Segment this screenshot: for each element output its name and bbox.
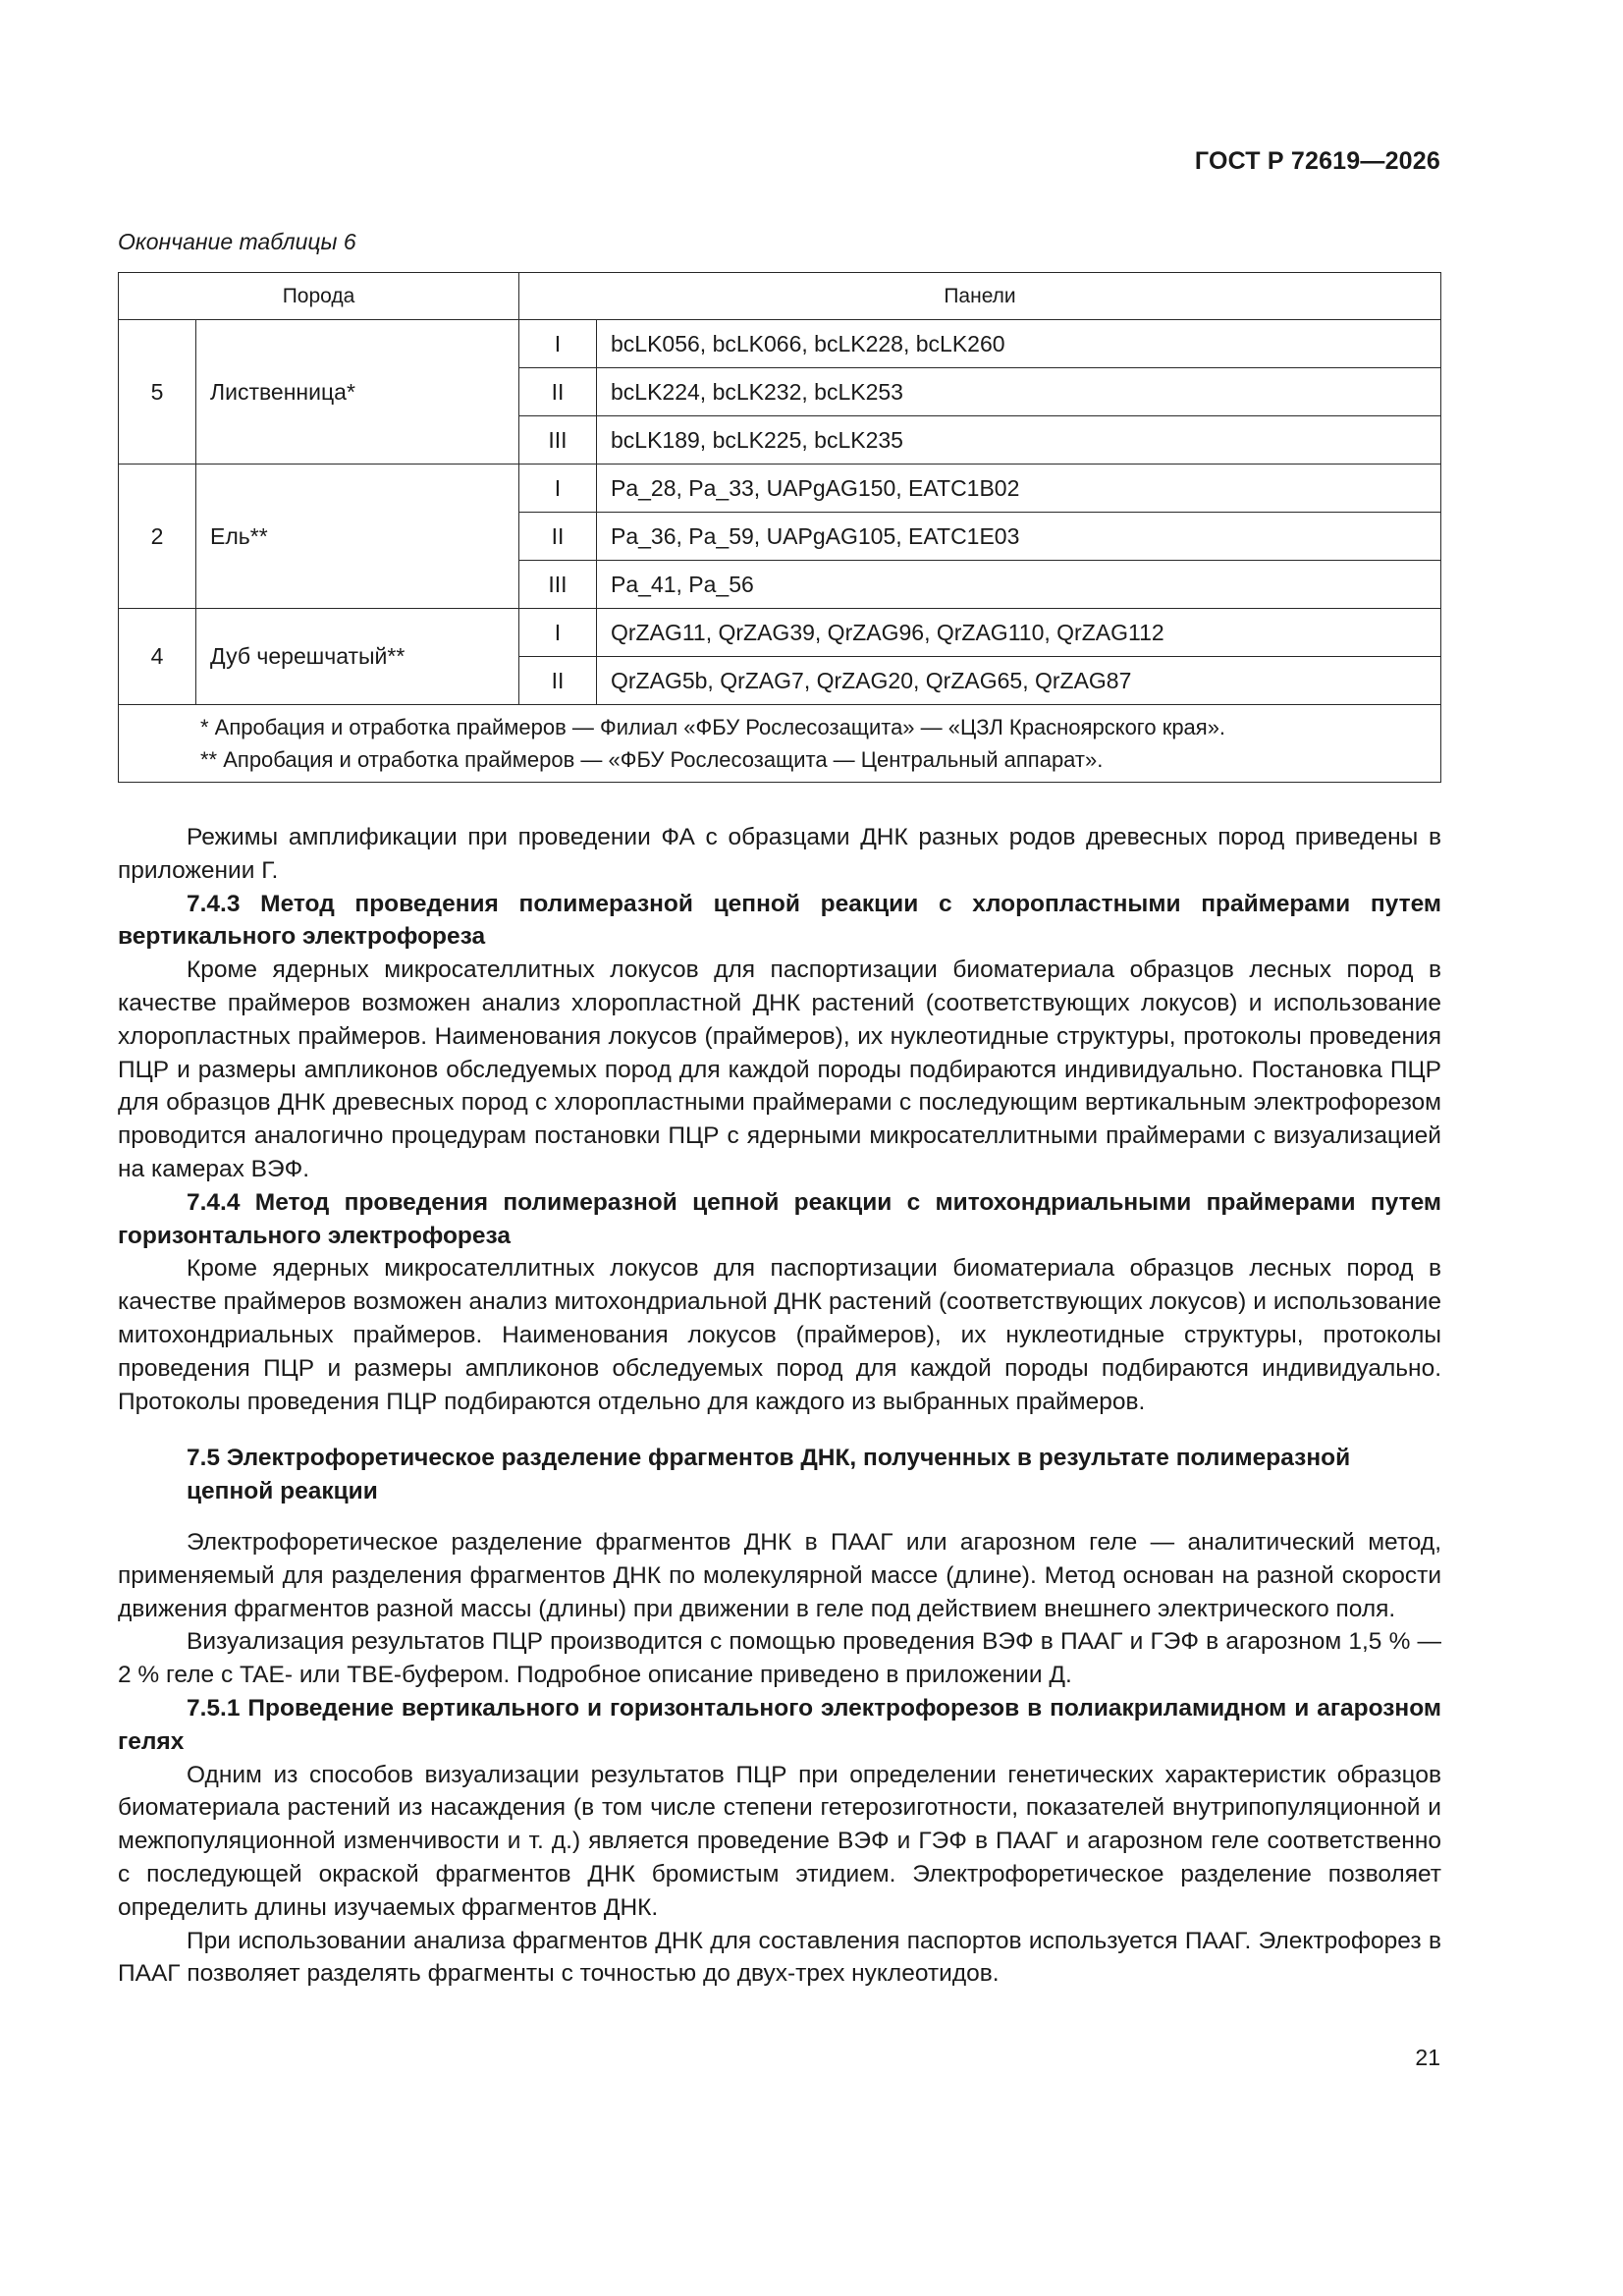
header-panels: Панели	[519, 273, 1441, 320]
page-number: 21	[1415, 2045, 1440, 2070]
species-number: 5	[119, 320, 196, 465]
panel-loci: bcLK056, bcLK066, bcLK228, bcLK260	[597, 320, 1441, 368]
section-heading-7-5-1: 7.5.1 Проведение вертикального и горизонтального электрофорезов в полиакриламидном и агарозном гелях	[118, 1694, 1441, 1755]
panel-loci: Pa_28, Pa_33, UAPgAG150, EATC1B02	[597, 465, 1441, 513]
table-note: ** Апробация и отработка праймеров — «ФБУ Рослесозащита — Центральный аппарат».	[200, 747, 1104, 772]
paragraph: Визуализация результатов ПЦР производится с помощью проведения ВЭФ в ПААГ и ГЭФ в агарозном 1,5 % — 2 % геле с TAE- или TBE-буфером. Подробное описание приведено в приложении Д.	[118, 1628, 1441, 1689]
panels-table	[118, 272, 1441, 783]
paragraph: Кроме ядерных микросателлитных локусов для паспортизации биоматериала образцов лесных пород в качестве праймеров возможен анализ хлоропластной ДНК растений (соответствующих локусов) и использование хлоропластных праймеров. Наименования локусов (праймеров), их нуклеотидные структуры, протоколы проведения ПЦР и размеры ампликонов обследуемых пород для каждой породы подбираются индивидуально. Постановка ПЦР для образцов ДНК древесных пород с хлоропластными праймерами с последующим вертикальным электрофорезом проводится аналогично процедурам постановки ПЦР с ядерными микросателлитными праймерами с визуализацией на камерах ВЭФ.	[118, 957, 1441, 1182]
paragraph: Кроме ядерных микросателлитных локусов для паспортизации биоматериала образцов лесных пород в качестве праймеров возможен анализ митохондриальной ДНК растений (соответствующих локусов) и использование митохондриальных праймеров. Наименования локусов (праймеров), их нуклеотидные структуры, протоколы проведения ПЦР и размеры ампликонов обследуемых пород для каждой породы подбираются индивидуально. Протоколы проведения ПЦР подбираются отдельно для каждого из выбранных праймеров.	[118, 1255, 1441, 1415]
panel-loci: Pa_41, Pa_56	[597, 561, 1441, 609]
table-notes-row	[119, 705, 1441, 783]
panel-number: II	[519, 513, 597, 561]
species-name: Дуб черешчатый**	[196, 609, 519, 705]
document-code: ГОСТ Р 72619—2026	[1194, 147, 1440, 175]
section-heading-7-4-3: 7.4.3 Метод проведения полимеразной цепной реакции с хлоропластными праймерами путем вертикального электрофореза	[118, 890, 1441, 951]
body-text	[118, 821, 1441, 1991]
table-row	[119, 465, 1441, 513]
panel-loci: bcLK224, bcLK232, bcLK253	[597, 368, 1441, 416]
paragraph: Одним из способов визуализации результатов ПЦР при определении генетических характеристик образцов биоматериала растений из насаждения (в том числе степени гетерозиготности, показателей внутрипопуляционной и межпопуляционной изменчивости и т. д.) является проведение ВЭФ и ГЭФ в ПААГ и агарозном геле соответственно с последующей окраской фрагментов ДНК бромистым этидием. Электрофоретическое разделение позволяет определить длины изучаемых фрагментов ДНК.	[118, 1761, 1441, 1921]
table-row	[119, 609, 1441, 657]
panel-number: I	[519, 320, 597, 368]
panel-loci: Pa_36, Pa_59, UAPgAG105, EATC1E03	[597, 513, 1441, 561]
species-number: 2	[119, 465, 196, 609]
panel-number: III	[519, 561, 597, 609]
species-name: Лиственница*	[196, 320, 519, 465]
paragraph: При использовании анализа фрагментов ДНК для составления паспортов используется ПААГ. Электрофорез в ПААГ позволяет разделять фрагменты с точностью до двух-трех нуклеотидов.	[118, 1927, 1441, 1988]
section-heading-7-5: 7.5 Электрофоретическое разделение фрагментов ДНК, полученных в результате полимеразной цепной реакции	[187, 1445, 1351, 1505]
panel-loci: QrZAG11, QrZAG39, QrZAG96, QrZAG110, QrZAG112	[597, 609, 1441, 657]
panel-number: I	[519, 465, 597, 513]
section-heading-7-4-4: 7.4.4 Метод проведения полимеразной цепной реакции с митохондриальными праймерами путем горизонтального электрофореза	[118, 1188, 1441, 1249]
table-notes	[119, 705, 1441, 783]
header-species: Порода	[119, 273, 519, 320]
table-row	[119, 320, 1441, 368]
panel-loci: bcLK189, bcLK225, bcLK235	[597, 416, 1441, 465]
table-header-row	[119, 273, 1441, 320]
panel-number: II	[519, 368, 597, 416]
species-number: 4	[119, 609, 196, 705]
panel-number: III	[519, 416, 597, 465]
species-name: Ель**	[196, 465, 519, 609]
panel-number: II	[519, 657, 597, 705]
panel-number: I	[519, 609, 597, 657]
panel-loci: QrZAG5b, QrZAG7, QrZAG20, QrZAG65, QrZAG87	[597, 657, 1441, 705]
paragraph: Электрофоретическое разделение фрагментов ДНК в ПААГ или агарозном геле — аналитический метод, применяемый для разделения фрагментов ДНК по молекулярной массе (длине). Метод основан на разной скорости движения фрагментов разной массы (длины) при движении в геле под действием внешнего электрического поля.	[118, 1528, 1441, 1622]
table-note: * Апробация и отработка праймеров — Филиал «ФБУ Рослесозащита» — «ЦЗЛ Красноярского края».	[200, 715, 1226, 739]
table-caption: Окончание таблицы 6	[118, 229, 356, 254]
paragraph: Режимы амплификации при проведении ФА с образцами ДНК разных родов древесных пород приведены в приложении Г.	[118, 824, 1441, 884]
